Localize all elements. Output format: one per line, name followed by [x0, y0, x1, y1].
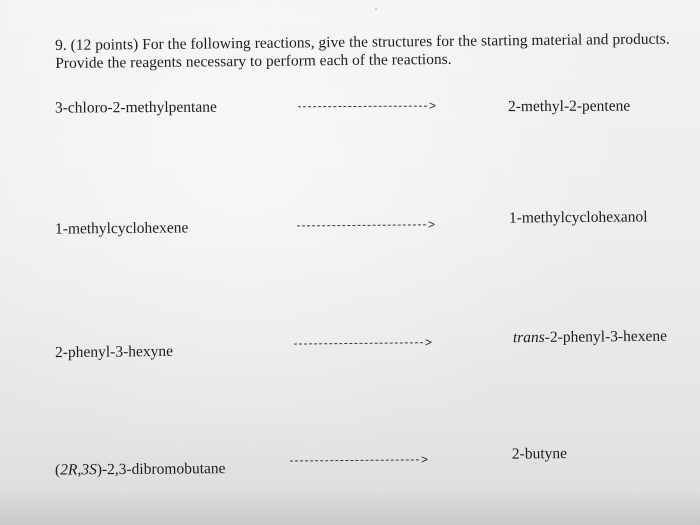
product-3-name: -2-phenyl-3-hexene [544, 327, 668, 346]
reaction-row-3 [0, 327, 700, 364]
starting-material-2: 1-methylcyclohexene [54, 219, 189, 238]
product-4: 2-butyne [511, 445, 568, 463]
starting-material-1: 3-chloro-2-methylpentane [54, 98, 217, 117]
reaction-arrow-4 [290, 453, 428, 466]
reaction-arrow-2 [297, 218, 435, 231]
arrow-shaft-1 [298, 105, 427, 107]
reaction-arrow-1 [298, 100, 436, 113]
reaction-row-1 [0, 96, 700, 124]
product-3-stereo-prefix: trans [512, 328, 545, 347]
paper-shadow [0, 491, 700, 525]
paper-speck [375, 8, 377, 10]
arrow-head-3: > [424, 335, 433, 350]
reaction-row-2 [0, 208, 700, 244]
arrow-head-2: > [427, 217, 436, 232]
product-2: 1-methylcyclohexanol [508, 208, 648, 227]
start-4-descriptor-r: 2R [60, 461, 78, 479]
start-4-name: )-2,3-dibromobutane [96, 460, 226, 479]
starting-material-3: 2-phenyl-3-hexyne [54, 342, 174, 362]
start-4-descriptor-s: 3S [81, 461, 97, 479]
arrow-shaft-2 [297, 224, 426, 226]
arrow-head-4: > [420, 452, 428, 467]
product-1: 2-methyl-2-pentene [507, 97, 631, 116]
arrow-head-1: > [428, 98, 437, 113]
reaction-row-4 [0, 445, 700, 482]
arrow-shaft-4 [290, 459, 419, 461]
starting-material-4 [55, 460, 226, 479]
product-3 [513, 328, 667, 348]
question-prompt: 9. (12 points) For the following reactions, give the structures for the starting material and products. Provide the reagents necessary to perform each of the reactions. [55, 30, 670, 72]
start-4-comma: , [77, 461, 82, 479]
reaction-arrow-3 [294, 336, 432, 349]
start-4-paren-open: ( [54, 461, 61, 479]
arrow-shaft-3 [294, 342, 423, 344]
